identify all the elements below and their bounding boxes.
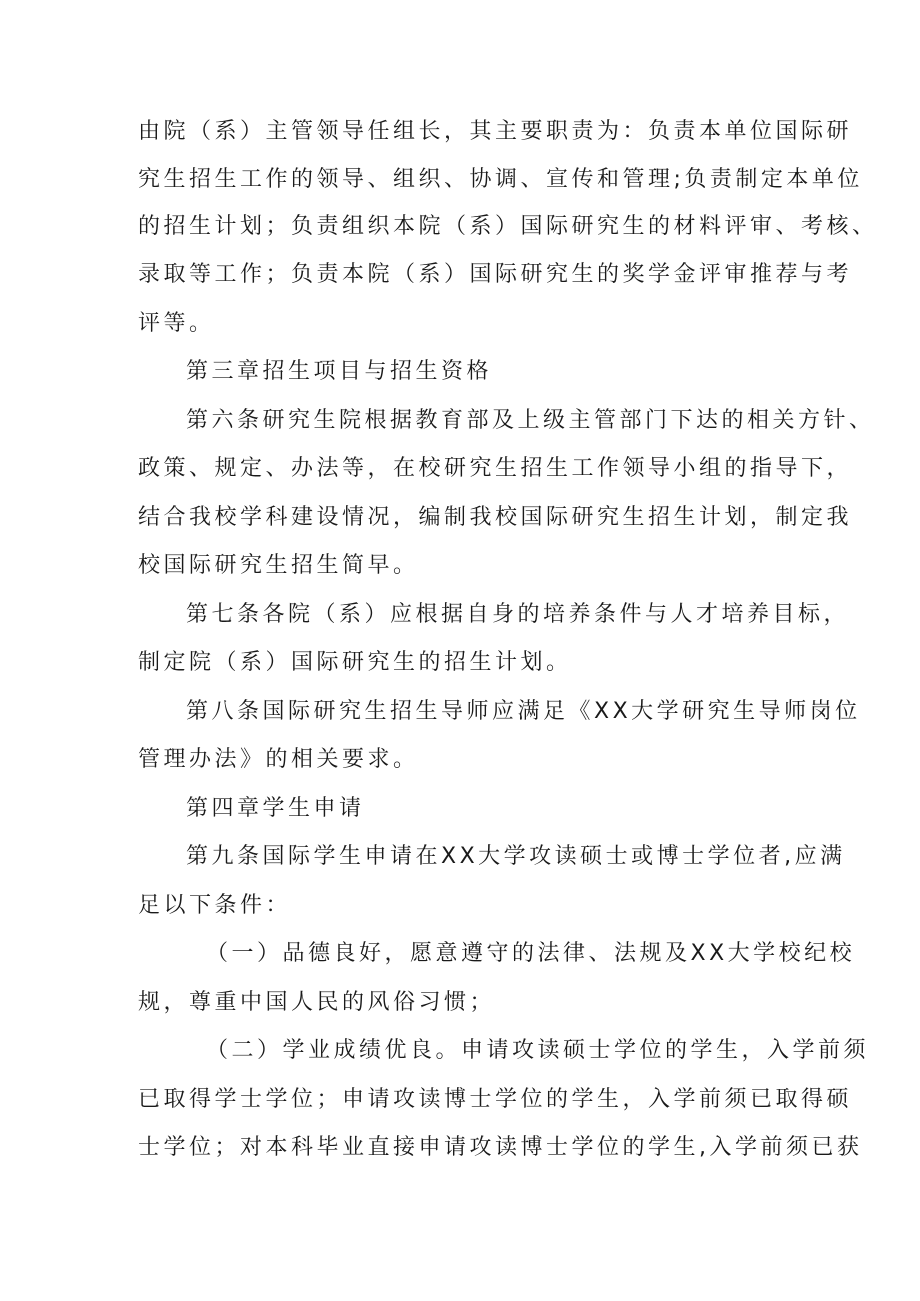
paragraph-line: 究生招生工作的领导、组织、协调、宣传和管理;负责制定本单位 [138,167,863,192]
paragraph-line: 第九条国际学生申请在XX大学攻读硕士或博士学位者,应满 [186,844,846,869]
paragraph-line: 由院（系）主管领导任组长，其主要职责为：负责本单位国际研 [138,119,853,144]
list-item-line: （一）品德良好，愿意遵守的法律、法规及XX大学校纪校 [206,941,856,966]
paragraph-line: 结合我校学科建设情况，编制我校国际研究生招生计划，制定我 [138,505,853,530]
paragraph-line: 管理办法》的相关要求。 [138,747,419,772]
chapter-heading: 第四章学生申请 [186,796,365,821]
paragraph-line: 第八条国际研究生招生导师应满足《XX大学研究生导师岗位 [186,699,861,724]
paragraph-line: 校国际研究生招生简早。 [138,553,419,578]
paragraph-line: 第六条研究生院根据教育部及上级主管部门下达的相关方针、 [186,408,875,433]
paragraph-line: 政策、规定、办法等，在校研究生招生工作领导小组的指导下， [138,456,853,481]
paragraph-line: 制定院（系）国际研究生的招生计划。 [138,650,572,675]
paragraph-line: 录取等工作；负责本院（系）国际研究生的奖学金评审推荐与考 [138,262,853,287]
paragraph-line: 足以下条件： [138,893,292,918]
paragraph-line: 评等。 [138,311,215,336]
paragraph-line: 的招生计划；负责组织本院（系）国际研究生的材料评审、考核、 [138,214,878,239]
list-item-line: 规，尊重中国人民的风俗习惯； [138,990,496,1015]
paragraph-line: 第七条各院（系）应根据自身的培养条件与人才培养目标， [186,602,850,627]
list-item-line: （二）学业成绩优良。申请攻读硕士学位的学生，入学前须 [206,1038,870,1063]
chapter-heading: 第三章招生项目与招生资格 [186,359,493,384]
list-item-line: 已取得学士学位；申请攻读博士学位的学生，入学前须已取得硕 [138,1087,853,1112]
list-item-line: 士学位；对本科毕业直接申请攻读博士学位的学生,入学前须已获 [138,1135,863,1160]
